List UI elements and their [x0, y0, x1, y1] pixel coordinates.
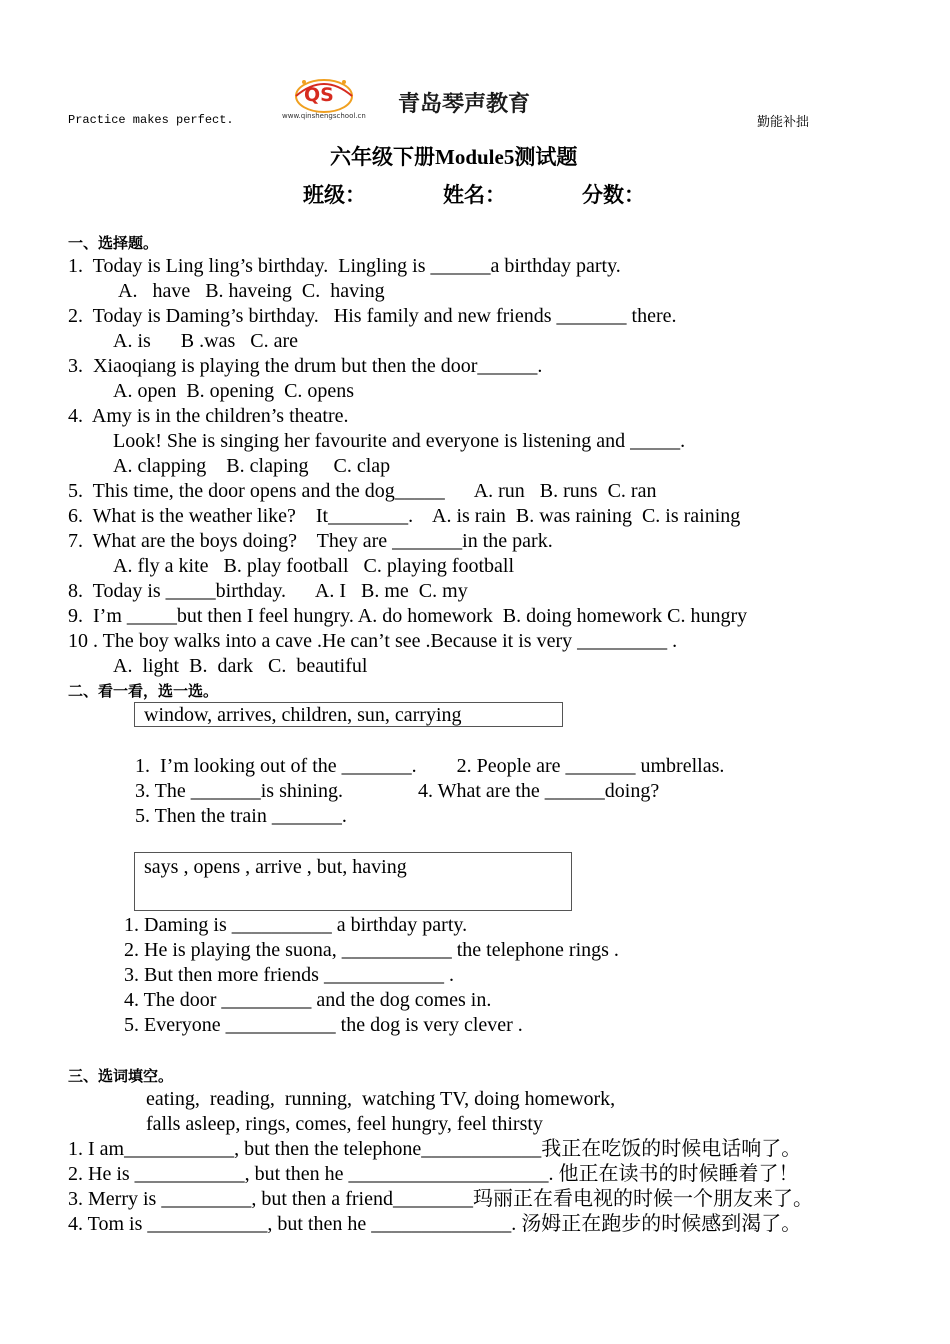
class-label: 班级：: [303, 183, 366, 207]
question-line: 6. What is the weather like? It________. A. is rain B. was raining C. is raining: [68, 505, 741, 527]
question-line: 2. Today is Daming’s birthday. His family and new friends _______ there.: [68, 305, 677, 327]
logo-url: www.qinshengschool.cn: [282, 112, 366, 120]
options-line: A. is B .was C. are: [113, 330, 298, 352]
question-line: 3. But then more friends ____________ .: [124, 964, 454, 986]
word-bank-line: falls asleep, rings, comes, feel hungry, feel thirsty: [146, 1113, 543, 1135]
question-line: 1. Daming is __________ a birthday party.: [124, 914, 468, 936]
logo-letters: QS: [304, 84, 334, 106]
question-line: 3. Xiaoqiang is playing the drum but then the door______.: [68, 355, 543, 377]
question-line: 5. Then the train _______.: [135, 805, 347, 827]
section1-heading: 一、选择题。: [68, 234, 159, 252]
score-label: 分数：: [582, 183, 645, 207]
question-line: 4. Amy is in the children’s theatre.: [68, 405, 349, 427]
header-motto: Practice makes perfect.: [68, 113, 234, 127]
header-right-motto: 勤能补拙: [757, 115, 810, 130]
options-line: A. light B. dark C. beautiful: [113, 655, 368, 677]
word-box-1-text: window, arrives, children, sun, carrying: [144, 704, 462, 726]
question-line: 4. The door _________ and the dog comes in.: [124, 989, 492, 1011]
section3-heading: 三、选词填空。: [68, 1067, 174, 1085]
question-line: 9. I’m _____but then I feel hungry. A. do homework B. doing homework C. hungry: [68, 605, 748, 627]
options-line: A. clapping B. claping C. clap: [113, 455, 391, 477]
brand-name: 青岛琴声教育: [398, 92, 531, 117]
options-line: A. open B. opening C. opens: [113, 380, 355, 402]
question-line: 1. I’m looking out of the _______. 2. People are _______ umbrellas.: [135, 755, 725, 777]
question-line: 1. Today is Ling ling’s birthday. Lingling is ______a birthday party.: [68, 255, 621, 277]
name-label: 姓名：: [443, 183, 506, 207]
question-line: 3. The _______is shining. 4. What are the ______doing?: [135, 780, 660, 802]
section2-heading: 二、看一看，选一选。: [68, 682, 219, 700]
question-line: 8. Today is _____birthday. A. I B. me C. my: [68, 580, 468, 602]
question-line: 10 . The boy walks into a cave .He can’t see .Because it is very _________ .: [68, 630, 678, 652]
question-line: 5. This time, the door opens and the dog_____ A. run B. runs C. ran: [68, 480, 657, 502]
question-line: 5. Everyone ___________ the dog is very clever .: [124, 1014, 523, 1036]
question-line: 4. Tom is ____________, but then he ______________. 汤姆正在跑步的时候感到渴了。: [68, 1213, 802, 1235]
question-line: 1. I am___________, but then the telephone____________我正在吃饭的时候电话响了。: [68, 1138, 802, 1160]
question-line: 2. He is ___________, but then he ____________________. 他正在读书的时候睡着了！: [68, 1163, 799, 1185]
word-bank-line: eating, reading, running, watching TV, doing homework,: [146, 1088, 616, 1110]
word-box-2-text: says , opens , arrive , but, having: [144, 856, 407, 878]
options-line: A. fly a kite B. play football C. playing football: [113, 555, 515, 577]
logo: [282, 72, 382, 128]
page-title: 六年级下册Module5测试题: [330, 145, 578, 169]
question-line: 2. He is playing the suona, ___________ the telephone rings .: [124, 939, 619, 961]
question-line: 3. Merry is _________, but then a friend________玛丽正在看电视的时候一个朋友来了。: [68, 1188, 813, 1210]
question-line: Look! She is singing her favourite and everyone is listening and _____.: [113, 430, 686, 452]
options-line: A. have B. haveing C. having: [118, 280, 385, 302]
question-line: 7. What are the boys doing? They are _______in the park.: [68, 530, 553, 552]
